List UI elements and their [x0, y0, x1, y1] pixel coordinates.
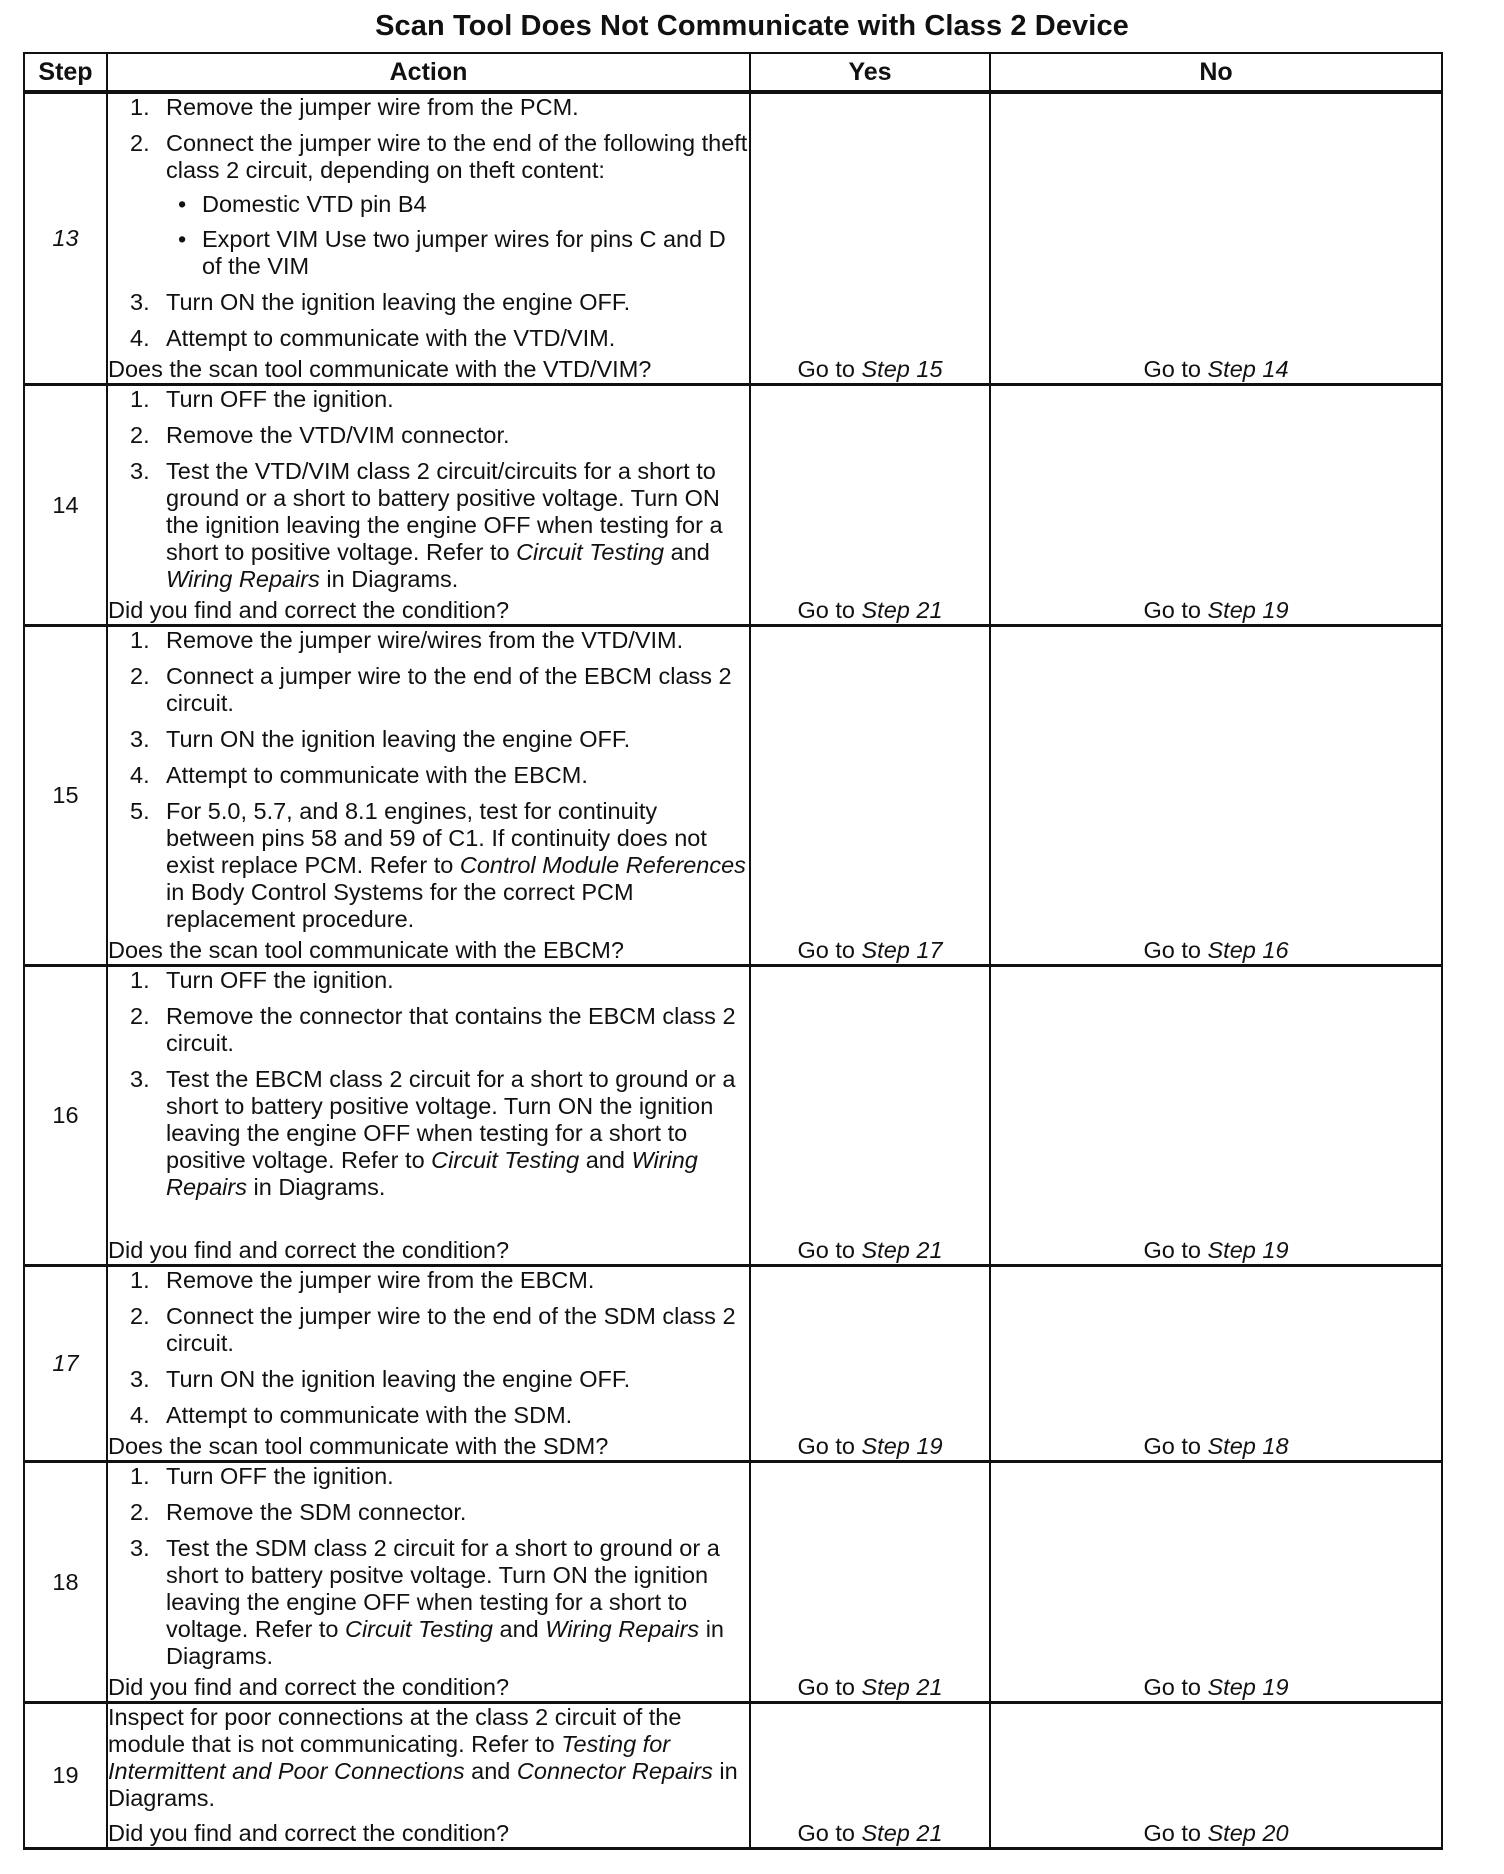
action-cell — [107, 966, 750, 1266]
action-paragraph: Inspect for poor connections at the class 2 circuit of the module that is not communicating. Refer to Testing for Intermittent and Poor Connections and Connector Repairs in Diagrams. — [108, 1704, 738, 1811]
header-no: No — [990, 53, 1442, 92]
step-number: 15 — [24, 626, 107, 966]
table-header-row — [24, 53, 1442, 92]
list-item: 5. For 5.0, 5.7, and 8.1 engines, test for continuity between pins 58 and 59 of C1. If continuity does not exist replace PCM. Refer to Control Module References in Body Control Systems for the correct PCM replacement procedure. — [108, 798, 749, 933]
goto-step-ref: Step 21 — [861, 1674, 943, 1700]
header-action: Action — [107, 53, 750, 92]
list-item: 4. Attempt to communicate with the VTD/VIM. — [108, 325, 749, 352]
goto-step-ref: Step 16 — [1207, 937, 1289, 963]
goto-step-ref: Step 19 — [1207, 1674, 1289, 1700]
goto-step-ref: Step 15 — [861, 356, 943, 382]
table-row — [24, 966, 1442, 1266]
action-cell — [107, 92, 750, 385]
table-row — [24, 92, 1442, 385]
list-item: 4. Attempt to communicate with the SDM. — [108, 1402, 749, 1429]
action-cell — [107, 1462, 750, 1703]
list-item: 1. Remove the jumper wire from the PCM. — [108, 94, 749, 121]
step-number: 13 — [24, 92, 107, 385]
yes-cell: Go to Step 21 — [750, 966, 990, 1266]
step-number: 14 — [24, 385, 107, 626]
list-item: 2. Connect the jumper wire to the end of the SDM class 2 circuit. — [108, 1303, 749, 1357]
action-cell — [107, 626, 750, 966]
no-cell: Go to Step 19 — [990, 966, 1442, 1266]
step-number: 16 — [24, 966, 107, 1266]
no-cell: Go to Step 16 — [990, 626, 1442, 966]
question-text: Did you find and correct the condition? — [108, 1674, 510, 1700]
yes-cell: Go to Step 21 — [750, 1703, 990, 1849]
header-yes: Yes — [750, 53, 990, 92]
no-cell: Go to Step 14 — [990, 92, 1442, 385]
goto-step-ref: Step 17 — [861, 937, 943, 963]
question-text: Did you find and correct the condition? — [108, 1237, 510, 1263]
step-number: 18 — [24, 1462, 107, 1703]
goto-step-ref: Step 19 — [1207, 597, 1289, 623]
list-item: 1. Turn OFF the ignition. — [108, 967, 749, 994]
goto-step-ref: Step 21 — [861, 1820, 943, 1846]
action-cell — [107, 385, 750, 626]
diagnostic-table — [23, 52, 1443, 1850]
no-cell: Go to Step 18 — [990, 1266, 1442, 1462]
question-text: Did you find and correct the condition? — [108, 597, 510, 623]
list-item: 2. Remove the VTD/VIM connector. — [108, 422, 749, 449]
goto-step-ref: Step 19 — [1207, 1237, 1289, 1263]
list-item: 1. Turn OFF the ignition. — [108, 386, 749, 413]
list-item: 3. Turn ON the ignition leaving the engine OFF. — [108, 1366, 749, 1393]
bullet-item: • Domestic VTD pin B4 — [166, 191, 749, 218]
yes-cell: Go to Step 21 — [750, 1462, 990, 1703]
table-row — [24, 626, 1442, 966]
goto-step-ref: Step 19 — [861, 1433, 943, 1459]
goto-step-ref: Step 14 — [1207, 356, 1289, 382]
list-item: 1. Remove the jumper wire from the EBCM. — [108, 1267, 749, 1294]
list-item: 2. Connect the jumper wire to the end of the following theft class 2 circuit, depending on theft content: • Domestic VTD pin B4 • Export VIM Use two jumper wires for pins C and D of the VIM — [108, 130, 749, 280]
list-item: 2. Remove the connector that contains the EBCM class 2 circuit. — [108, 1003, 749, 1057]
list-item: 4. Attempt to communicate with the EBCM. — [108, 762, 749, 789]
list-item: 3. Test the SDM class 2 circuit for a short to ground or a short to battery positve voltage. Turn ON the ignition leaving the engine OFF when testing for a short to voltage. Refer to Circuit Testing and Wiring Repairs in Diagrams. — [108, 1535, 749, 1670]
list-item: 3. Turn ON the ignition leaving the engine OFF. — [108, 289, 749, 316]
goto-step-ref: Step 21 — [861, 1237, 943, 1263]
list-item: 2. Remove the SDM connector. — [108, 1499, 749, 1526]
no-cell: Go to Step 19 — [990, 385, 1442, 626]
yes-cell: Go to Step 17 — [750, 626, 990, 966]
action-cell — [107, 1703, 750, 1849]
question-text: Does the scan tool communicate with the SDM? — [108, 1433, 609, 1459]
table-row — [24, 385, 1442, 626]
question-text: Does the scan tool communicate with the EBCM? — [108, 937, 624, 963]
list-item: 3. Test the EBCM class 2 circuit for a short to ground or a short to battery positive voltage. Turn ON the ignition leaving the engine OFF when testing for a short to positive voltage. Refer to Circuit Testing and Wiring Repairs in Diagrams. — [108, 1066, 749, 1201]
goto-step-ref: Step 21 — [861, 597, 943, 623]
list-item: 3. Test the VTD/VIM class 2 circuit/circuits for a short to ground or a short to battery positive voltage. Turn ON the ignition leaving the engine OFF when testing for a short to positive voltage. Refer to Circuit Testing and Wiring Repairs in Diagrams. — [108, 458, 749, 593]
no-cell: Go to Step 19 — [990, 1462, 1442, 1703]
table-row — [24, 1266, 1442, 1462]
step-number: 17 — [24, 1266, 107, 1462]
header-step: Step — [24, 53, 107, 92]
yes-cell: Go to Step 21 — [750, 385, 990, 626]
action-cell — [107, 1266, 750, 1462]
question-text: Does the scan tool communicate with the VTD/VIM? — [108, 356, 652, 382]
goto-step-ref: Step 18 — [1207, 1433, 1289, 1459]
yes-cell: Go to Step 19 — [750, 1266, 990, 1462]
page-title: Scan Tool Does Not Communicate with Class 2 Device — [375, 10, 1129, 42]
list-item: 1. Remove the jumper wire/wires from the VTD/VIM. — [108, 627, 749, 654]
no-cell: Go to Step 20 — [990, 1703, 1442, 1849]
list-item: 2. Connect a jumper wire to the end of the EBCM class 2 circuit. — [108, 663, 749, 717]
goto-step-ref: Step 20 — [1207, 1820, 1289, 1846]
question-text: Did you find and correct the condition? — [108, 1820, 510, 1846]
yes-cell: Go to Step 15 — [750, 92, 990, 385]
step-number: 19 — [24, 1703, 107, 1849]
bullet-item: • Export VIM Use two jumper wires for pins C and D of the VIM — [166, 226, 749, 280]
table-row — [24, 1703, 1442, 1849]
list-item: 3. Turn ON the ignition leaving the engine OFF. — [108, 726, 749, 753]
list-item: 1. Turn OFF the ignition. — [108, 1463, 749, 1490]
table-row — [24, 1462, 1442, 1703]
